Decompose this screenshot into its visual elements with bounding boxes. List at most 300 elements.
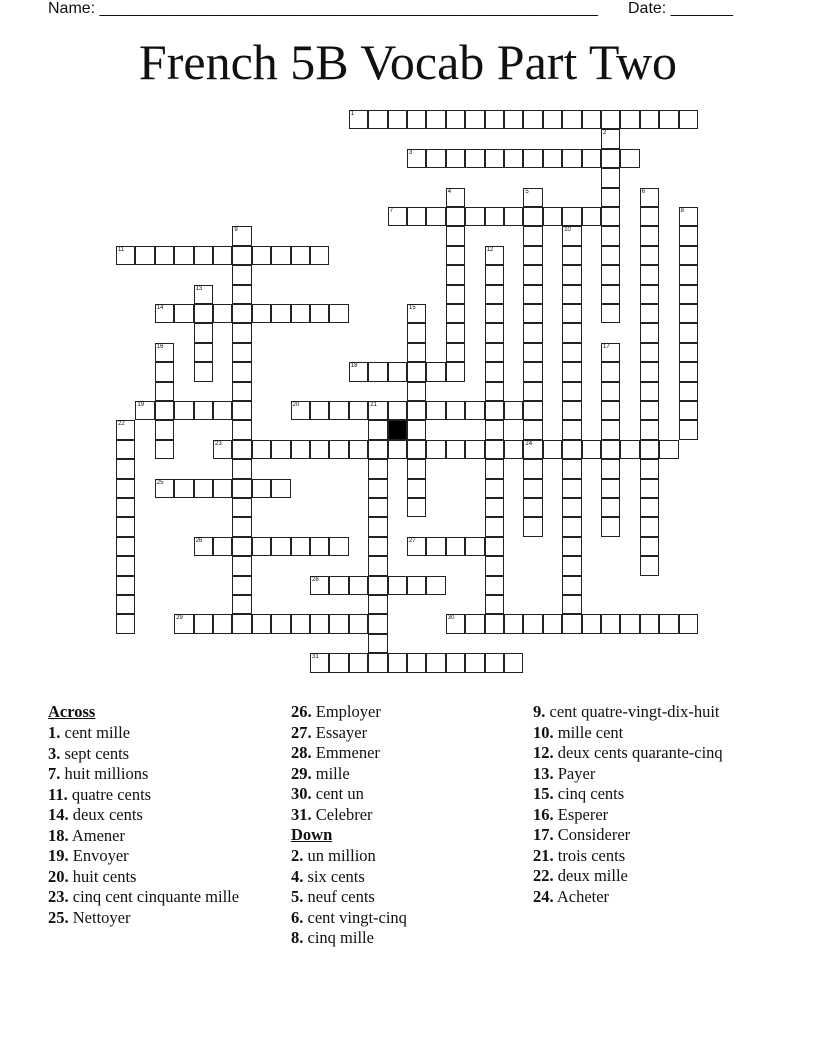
grid-cell[interactable]	[679, 382, 698, 401]
grid-cell[interactable]	[310, 246, 329, 265]
grid-cell[interactable]	[485, 343, 504, 362]
grid-cell[interactable]	[135, 401, 154, 420]
grid-cell[interactable]	[271, 246, 290, 265]
grid-cell[interactable]	[562, 517, 581, 536]
grid-cell[interactable]	[620, 614, 639, 633]
grid-cell[interactable]	[232, 304, 251, 323]
grid-cell[interactable]	[446, 285, 465, 304]
grid-cell[interactable]	[620, 440, 639, 459]
grid-cell[interactable]	[155, 362, 174, 381]
grid-cell[interactable]	[388, 576, 407, 595]
grid-cell[interactable]	[523, 440, 542, 459]
grid-cell[interactable]	[291, 440, 310, 459]
grid-cell[interactable]	[601, 420, 620, 439]
grid-cell[interactable]	[329, 537, 348, 556]
grid-cell[interactable]	[368, 634, 387, 653]
grid-cell[interactable]	[679, 226, 698, 245]
grid-cell[interactable]	[640, 479, 659, 498]
grid-cell[interactable]	[523, 226, 542, 245]
grid-cell[interactable]	[368, 459, 387, 478]
grid-cell[interactable]	[446, 440, 465, 459]
grid-cell[interactable]	[232, 440, 251, 459]
grid-cell[interactable]	[562, 343, 581, 362]
grid-cell[interactable]	[407, 343, 426, 362]
grid-cell[interactable]	[232, 420, 251, 439]
grid-cell[interactable]	[485, 537, 504, 556]
grid-cell[interactable]	[523, 265, 542, 284]
grid-cell[interactable]	[252, 304, 271, 323]
grid-cell[interactable]	[523, 382, 542, 401]
grid-cell[interactable]	[523, 207, 542, 226]
grid-cell[interactable]	[232, 498, 251, 517]
grid-cell[interactable]	[174, 401, 193, 420]
grid-cell[interactable]	[349, 653, 368, 672]
grid-cell[interactable]	[155, 420, 174, 439]
grid-cell[interactable]	[543, 440, 562, 459]
grid-cell[interactable]	[446, 614, 465, 633]
grid-cell[interactable]	[271, 537, 290, 556]
grid-cell[interactable]	[640, 614, 659, 633]
grid-cell[interactable]	[271, 479, 290, 498]
grid-cell[interactable]	[232, 246, 251, 265]
grid-cell[interactable]	[232, 595, 251, 614]
grid-cell[interactable]	[601, 304, 620, 323]
grid-cell[interactable]	[291, 246, 310, 265]
grid-cell[interactable]	[349, 362, 368, 381]
grid-cell[interactable]	[562, 362, 581, 381]
grid-cell[interactable]	[116, 576, 135, 595]
grid-cell[interactable]	[582, 110, 601, 129]
grid-cell[interactable]	[523, 149, 542, 168]
grid-cell[interactable]	[232, 382, 251, 401]
grid-cell[interactable]	[485, 576, 504, 595]
grid-cell[interactable]	[310, 614, 329, 633]
grid-cell[interactable]	[485, 401, 504, 420]
grid-cell[interactable]	[368, 479, 387, 498]
grid-cell[interactable]	[446, 304, 465, 323]
grid-cell[interactable]	[504, 440, 523, 459]
grid-cell[interactable]	[407, 401, 426, 420]
grid-cell[interactable]	[562, 207, 581, 226]
grid-cell[interactable]	[368, 498, 387, 517]
grid-cell[interactable]	[155, 382, 174, 401]
grid-cell[interactable]	[446, 246, 465, 265]
grid-cell[interactable]	[465, 110, 484, 129]
grid-cell[interactable]	[562, 285, 581, 304]
grid-cell[interactable]	[368, 537, 387, 556]
grid-cell[interactable]	[601, 362, 620, 381]
grid-cell[interactable]	[426, 207, 445, 226]
grid-cell[interactable]	[252, 537, 271, 556]
grid-cell[interactable]	[562, 556, 581, 575]
grid-cell[interactable]	[291, 401, 310, 420]
grid-cell[interactable]	[116, 479, 135, 498]
grid-cell[interactable]	[640, 246, 659, 265]
grid-cell[interactable]	[426, 537, 445, 556]
grid-cell[interactable]	[446, 362, 465, 381]
grid-cell[interactable]	[426, 576, 445, 595]
grid-cell[interactable]	[523, 420, 542, 439]
grid-cell[interactable]	[310, 653, 329, 672]
grid-cell[interactable]	[523, 323, 542, 342]
grid-cell[interactable]	[349, 576, 368, 595]
grid-cell[interactable]	[388, 110, 407, 129]
grid-cell[interactable]	[485, 246, 504, 265]
grid-cell[interactable]	[213, 479, 232, 498]
grid-cell[interactable]	[232, 556, 251, 575]
grid-cell[interactable]	[640, 401, 659, 420]
grid-cell[interactable]	[368, 110, 387, 129]
grid-cell[interactable]	[232, 401, 251, 420]
grid-cell[interactable]	[252, 614, 271, 633]
grid-cell[interactable]	[601, 246, 620, 265]
grid-cell[interactable]	[213, 401, 232, 420]
grid-cell[interactable]	[271, 304, 290, 323]
grid-cell[interactable]	[407, 207, 426, 226]
grid-cell[interactable]	[640, 459, 659, 478]
grid-cell[interactable]	[116, 498, 135, 517]
grid-cell[interactable]	[485, 498, 504, 517]
grid-cell[interactable]	[485, 362, 504, 381]
grid-cell[interactable]	[523, 479, 542, 498]
grid-cell[interactable]	[679, 323, 698, 342]
grid-cell[interactable]	[368, 440, 387, 459]
grid-cell[interactable]	[291, 304, 310, 323]
grid-cell[interactable]	[562, 304, 581, 323]
grid-cell[interactable]	[582, 440, 601, 459]
grid-cell[interactable]	[679, 265, 698, 284]
grid-cell[interactable]	[407, 362, 426, 381]
grid-cell[interactable]	[523, 614, 542, 633]
grid-cell[interactable]	[232, 614, 251, 633]
grid-cell[interactable]	[504, 401, 523, 420]
grid-cell[interactable]	[388, 653, 407, 672]
grid-cell[interactable]	[640, 498, 659, 517]
grid-cell[interactable]	[562, 226, 581, 245]
grid-cell[interactable]	[562, 149, 581, 168]
grid-cell[interactable]	[194, 401, 213, 420]
grid-cell[interactable]	[620, 110, 639, 129]
grid-cell[interactable]	[135, 246, 154, 265]
grid-cell[interactable]	[232, 285, 251, 304]
grid-cell[interactable]	[485, 110, 504, 129]
grid-cell[interactable]	[504, 614, 523, 633]
grid-cell[interactable]	[465, 440, 484, 459]
grid-cell[interactable]	[368, 420, 387, 439]
grid-cell[interactable]	[232, 362, 251, 381]
grid-cell[interactable]	[407, 304, 426, 323]
grid-cell[interactable]	[679, 110, 698, 129]
grid-cell[interactable]	[116, 595, 135, 614]
grid-cell[interactable]	[271, 614, 290, 633]
grid-cell[interactable]	[407, 323, 426, 342]
grid-cell[interactable]	[485, 653, 504, 672]
grid-cell[interactable]	[426, 362, 445, 381]
grid-cell[interactable]	[194, 304, 213, 323]
grid-cell[interactable]	[582, 207, 601, 226]
grid-cell[interactable]	[523, 498, 542, 517]
grid-cell[interactable]	[601, 149, 620, 168]
grid-cell[interactable]	[523, 188, 542, 207]
grid-cell[interactable]	[310, 537, 329, 556]
grid-cell[interactable]	[640, 343, 659, 362]
grid-cell[interactable]	[368, 614, 387, 633]
grid-cell[interactable]	[601, 207, 620, 226]
grid-cell[interactable]	[601, 614, 620, 633]
grid-cell[interactable]	[291, 614, 310, 633]
grid-cell[interactable]	[213, 246, 232, 265]
grid-cell[interactable]	[640, 420, 659, 439]
grid-cell[interactable]	[310, 440, 329, 459]
grid-cell[interactable]	[504, 207, 523, 226]
grid-cell[interactable]	[562, 382, 581, 401]
grid-cell[interactable]	[388, 207, 407, 226]
grid-cell[interactable]	[213, 440, 232, 459]
grid-cell[interactable]	[194, 323, 213, 342]
grid-cell[interactable]	[485, 323, 504, 342]
grid-cell[interactable]	[485, 265, 504, 284]
grid-cell[interactable]	[562, 440, 581, 459]
grid-cell[interactable]	[194, 246, 213, 265]
grid-cell[interactable]	[407, 498, 426, 517]
grid-cell[interactable]	[543, 614, 562, 633]
grid-cell[interactable]	[232, 537, 251, 556]
grid-cell[interactable]	[679, 614, 698, 633]
grid-cell[interactable]	[407, 479, 426, 498]
grid-cell[interactable]	[620, 149, 639, 168]
grid-cell[interactable]	[562, 498, 581, 517]
grid-cell[interactable]	[659, 110, 678, 129]
grid-cell[interactable]	[407, 537, 426, 556]
grid-cell[interactable]	[446, 226, 465, 245]
grid-cell[interactable]	[562, 110, 581, 129]
grid-cell[interactable]	[271, 440, 290, 459]
grid-cell[interactable]	[232, 323, 251, 342]
grid-cell[interactable]	[504, 110, 523, 129]
grid-cell[interactable]	[562, 265, 581, 284]
grid-cell[interactable]	[368, 362, 387, 381]
grid-cell[interactable]	[601, 401, 620, 420]
grid-cell[interactable]	[446, 188, 465, 207]
grid-cell[interactable]	[543, 207, 562, 226]
grid-cell[interactable]	[601, 188, 620, 207]
grid-cell[interactable]	[485, 285, 504, 304]
grid-cell[interactable]	[523, 401, 542, 420]
grid-cell[interactable]	[116, 420, 135, 439]
grid-cell[interactable]	[155, 401, 174, 420]
grid-cell[interactable]	[155, 479, 174, 498]
grid-cell[interactable]	[349, 401, 368, 420]
grid-cell[interactable]	[601, 479, 620, 498]
grid-cell[interactable]	[485, 420, 504, 439]
grid-cell[interactable]	[407, 110, 426, 129]
grid-cell[interactable]	[601, 265, 620, 284]
grid-cell[interactable]	[640, 285, 659, 304]
grid-cell[interactable]	[194, 362, 213, 381]
grid-cell[interactable]	[504, 653, 523, 672]
grid-cell[interactable]	[485, 595, 504, 614]
grid-cell[interactable]	[155, 246, 174, 265]
grid-cell[interactable]	[640, 226, 659, 245]
grid-cell[interactable]	[116, 537, 135, 556]
grid-cell[interactable]	[329, 304, 348, 323]
grid-cell[interactable]	[388, 362, 407, 381]
grid-cell[interactable]	[232, 343, 251, 362]
grid-cell[interactable]	[640, 304, 659, 323]
grid-cell[interactable]	[329, 576, 348, 595]
grid-cell[interactable]	[640, 440, 659, 459]
grid-cell[interactable]	[349, 440, 368, 459]
grid-cell[interactable]	[368, 576, 387, 595]
grid-cell[interactable]	[679, 285, 698, 304]
grid-cell[interactable]	[485, 149, 504, 168]
grid-cell[interactable]	[194, 285, 213, 304]
grid-cell[interactable]	[485, 304, 504, 323]
grid-cell[interactable]	[116, 556, 135, 575]
grid-cell[interactable]	[562, 459, 581, 478]
grid-cell[interactable]	[523, 459, 542, 478]
grid-cell[interactable]	[116, 440, 135, 459]
grid-cell[interactable]	[601, 343, 620, 362]
grid-cell[interactable]	[679, 420, 698, 439]
grid-cell[interactable]	[426, 440, 445, 459]
grid-cell[interactable]	[562, 614, 581, 633]
grid-cell[interactable]	[426, 110, 445, 129]
grid-cell[interactable]	[640, 556, 659, 575]
grid-cell[interactable]	[446, 653, 465, 672]
grid-cell[interactable]	[329, 653, 348, 672]
grid-cell[interactable]	[174, 479, 193, 498]
grid-cell[interactable]	[601, 226, 620, 245]
grid-cell[interactable]	[465, 653, 484, 672]
grid-cell[interactable]	[485, 382, 504, 401]
grid-cell[interactable]	[407, 382, 426, 401]
grid-cell[interactable]	[485, 440, 504, 459]
grid-cell[interactable]	[407, 420, 426, 439]
grid-cell[interactable]	[485, 614, 504, 633]
grid-cell[interactable]	[679, 343, 698, 362]
grid-cell[interactable]	[349, 614, 368, 633]
grid-cell[interactable]	[174, 614, 193, 633]
grid-cell[interactable]	[562, 420, 581, 439]
grid-cell[interactable]	[523, 517, 542, 536]
grid-cell[interactable]	[601, 517, 620, 536]
grid-cell[interactable]	[407, 440, 426, 459]
grid-cell[interactable]	[252, 246, 271, 265]
grid-cell[interactable]	[523, 110, 542, 129]
grid-cell[interactable]	[562, 537, 581, 556]
grid-cell[interactable]	[543, 149, 562, 168]
grid-cell[interactable]	[232, 459, 251, 478]
grid-cell[interactable]	[446, 207, 465, 226]
grid-cell[interactable]	[485, 517, 504, 536]
grid-cell[interactable]	[194, 614, 213, 633]
grid-cell[interactable]	[446, 323, 465, 342]
grid-cell[interactable]	[523, 285, 542, 304]
grid-cell[interactable]	[213, 614, 232, 633]
grid-cell[interactable]	[368, 517, 387, 536]
grid-cell[interactable]	[485, 556, 504, 575]
grid-cell[interactable]	[407, 576, 426, 595]
grid-cell[interactable]	[601, 168, 620, 187]
grid-cell[interactable]	[310, 401, 329, 420]
grid-cell[interactable]	[232, 265, 251, 284]
grid-cell[interactable]	[523, 246, 542, 265]
grid-cell[interactable]	[659, 614, 678, 633]
grid-cell[interactable]	[601, 459, 620, 478]
grid-cell[interactable]	[174, 304, 193, 323]
grid-cell[interactable]	[582, 614, 601, 633]
grid-cell[interactable]	[368, 401, 387, 420]
grid-cell[interactable]	[562, 246, 581, 265]
grid-cell[interactable]	[252, 440, 271, 459]
grid-cell[interactable]	[252, 479, 271, 498]
grid-cell[interactable]	[116, 459, 135, 478]
grid-cell[interactable]	[485, 207, 504, 226]
grid-cell[interactable]	[465, 614, 484, 633]
grid-cell[interactable]	[562, 576, 581, 595]
grid-cell[interactable]	[446, 343, 465, 362]
grid-cell[interactable]	[368, 595, 387, 614]
grid-cell[interactable]	[116, 246, 135, 265]
grid-cell[interactable]	[543, 110, 562, 129]
grid-cell[interactable]	[194, 343, 213, 362]
grid-cell[interactable]	[679, 246, 698, 265]
grid-cell[interactable]	[213, 304, 232, 323]
grid-cell[interactable]	[640, 517, 659, 536]
grid-cell[interactable]	[601, 382, 620, 401]
grid-cell[interactable]	[679, 207, 698, 226]
grid-cell[interactable]	[426, 653, 445, 672]
grid-cell[interactable]	[194, 479, 213, 498]
grid-cell[interactable]	[116, 614, 135, 633]
grid-cell[interactable]	[504, 149, 523, 168]
grid-cell[interactable]	[329, 614, 348, 633]
grid-cell[interactable]	[446, 265, 465, 284]
grid-cell[interactable]	[640, 188, 659, 207]
grid-cell[interactable]	[601, 110, 620, 129]
grid-cell[interactable]	[601, 498, 620, 517]
grid-cell[interactable]	[155, 343, 174, 362]
grid-cell[interactable]	[155, 304, 174, 323]
grid-cell[interactable]	[232, 226, 251, 245]
grid-cell[interactable]	[388, 440, 407, 459]
grid-cell[interactable]	[562, 479, 581, 498]
grid-cell[interactable]	[601, 129, 620, 148]
grid-cell[interactable]	[174, 246, 193, 265]
grid-cell[interactable]	[640, 382, 659, 401]
grid-cell[interactable]	[485, 479, 504, 498]
grid-cell[interactable]	[465, 207, 484, 226]
grid-cell[interactable]	[523, 362, 542, 381]
grid-cell[interactable]	[329, 440, 348, 459]
grid-cell[interactable]	[155, 440, 174, 459]
grid-cell[interactable]	[679, 362, 698, 381]
grid-cell[interactable]	[601, 285, 620, 304]
grid-cell[interactable]	[562, 323, 581, 342]
grid-cell[interactable]	[582, 149, 601, 168]
grid-cell[interactable]	[310, 304, 329, 323]
grid-cell[interactable]	[407, 149, 426, 168]
grid-cell[interactable]	[426, 401, 445, 420]
grid-cell[interactable]	[329, 401, 348, 420]
grid-cell[interactable]	[679, 304, 698, 323]
grid-cell[interactable]	[291, 537, 310, 556]
grid-cell[interactable]	[407, 653, 426, 672]
grid-cell[interactable]	[640, 265, 659, 284]
grid-cell[interactable]	[368, 653, 387, 672]
grid-cell[interactable]	[446, 149, 465, 168]
